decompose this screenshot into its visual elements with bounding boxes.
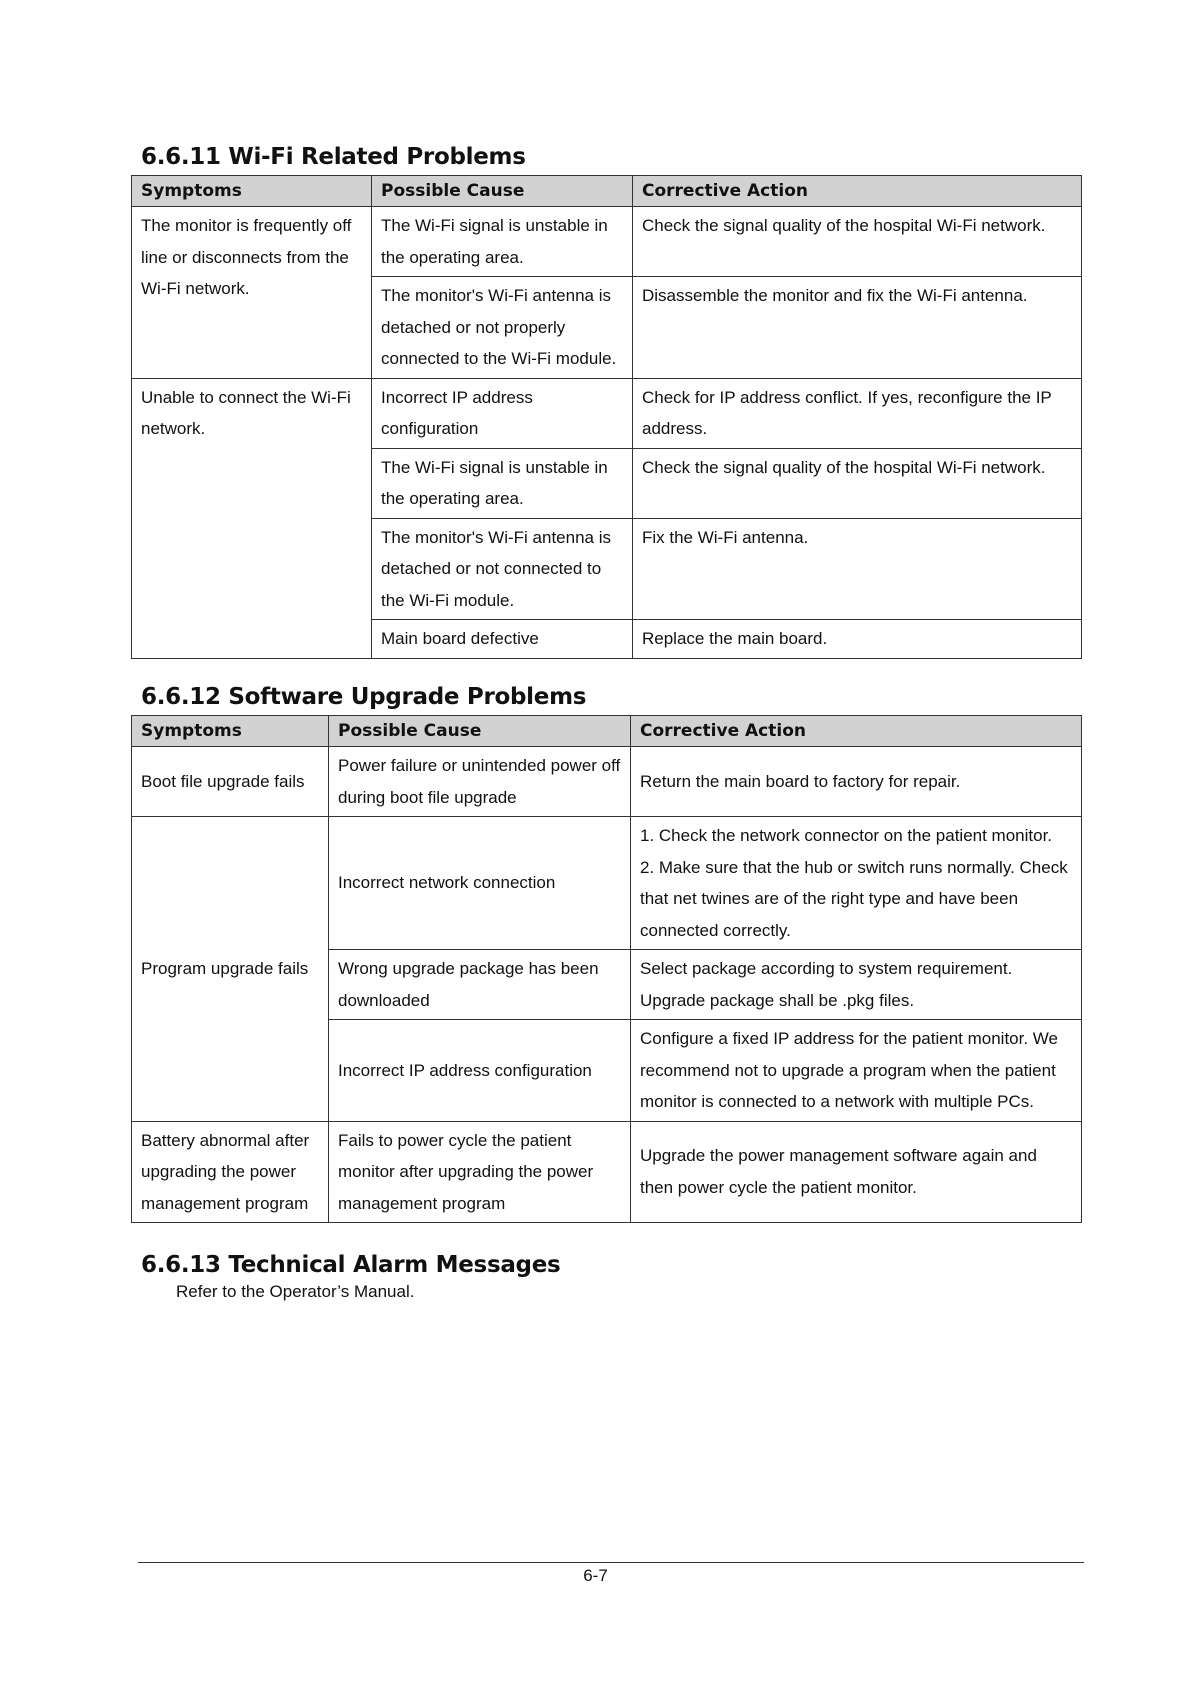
action-cell: Fix the Wi-Fi antenna.: [633, 518, 1082, 620]
section-technical-alarm-messages: [131, 1251, 1081, 1283]
wifi-problems-table: [131, 175, 1082, 659]
action-cell: Check the signal quality of the hospital Wi-Fi network.: [633, 448, 1082, 518]
table-header-row: [132, 176, 1082, 207]
section-wifi-problems: [131, 143, 1081, 659]
table-header-row: [132, 716, 1082, 747]
symptom-cell: Battery abnormal after upgrading the power management program: [132, 1121, 329, 1223]
cause-cell: The monitor's Wi-Fi antenna is detached or not properly connected to the Wi-Fi module.: [372, 277, 633, 379]
alarm-reference-text: Refer to the Operator’s Manual.: [176, 1282, 415, 1301]
symptom-cell: Boot file upgrade fails: [132, 747, 329, 817]
header-possible-cause: Possible Cause: [329, 716, 631, 747]
header-symptoms: Symptoms: [132, 176, 372, 207]
action-line: Upgrade package shall be .pkg files.: [640, 990, 915, 1010]
section-title: 6.6.11 Wi-Fi Related Problems: [141, 144, 526, 170]
cause-cell: Incorrect network connection: [329, 817, 631, 950]
action-cell: Upgrade the power management software again and then power cycle the patient monitor.: [631, 1121, 1082, 1223]
cause-cell: The monitor's Wi-Fi antenna is detached or not connected to the Wi-Fi module.: [372, 518, 633, 620]
cause-cell: Fails to power cycle the patient monitor after upgrading the power management program: [329, 1121, 631, 1223]
table-row: [132, 817, 1082, 950]
action-cell: Check the signal quality of the hospital Wi-Fi network.: [633, 207, 1082, 277]
action-line: Select package according to system requirement.: [640, 959, 1013, 978]
symptom-cell: Unable to connect the Wi-Fi network.: [132, 378, 372, 658]
table-row: [132, 378, 1082, 448]
action-cell: [631, 950, 1082, 1020]
software-upgrade-table: [131, 715, 1082, 1223]
action-line: 2. Make sure that the hub or switch runs normally. Check that net twines are of the right type and have been connected correctly.: [640, 857, 1068, 940]
cause-cell: Incorrect IP address configuration: [329, 1020, 631, 1122]
cause-cell: The Wi-Fi signal is unstable in the operating area.: [372, 207, 633, 277]
cause-cell: Power failure or unintended power off during boot file upgrade: [329, 747, 631, 817]
table-row: [132, 1121, 1082, 1223]
action-cell: Check for IP address conflict. If yes, reconfigure the IP address.: [633, 378, 1082, 448]
symptom-cell: The monitor is frequently off line or disconnects from the Wi-Fi network.: [132, 207, 372, 379]
action-cell: [631, 817, 1082, 950]
section-title: 6.6.12 Software Upgrade Problems: [141, 684, 587, 710]
footer-divider: [138, 1562, 1084, 1563]
cause-cell: Incorrect IP address configuration: [372, 378, 633, 448]
symptom-cell: Program upgrade fails: [132, 817, 329, 1122]
action-cell: Disassemble the monitor and fix the Wi-Fi antenna.: [633, 277, 1082, 379]
header-symptoms: Symptoms: [132, 716, 329, 747]
table-row: [132, 747, 1082, 817]
page-number: 6-7: [583, 1566, 608, 1585]
cause-cell: Wrong upgrade package has been downloaded: [329, 950, 631, 1020]
cause-cell: Main board defective: [372, 620, 633, 659]
cause-cell: The Wi-Fi signal is unstable in the operating area.: [372, 448, 633, 518]
header-corrective-action: Corrective Action: [633, 176, 1082, 207]
table-row: [132, 207, 1082, 277]
action-cell: Configure a fixed IP address for the patient monitor. We recommend not to upgrade a program when the patient monitor is connected to a network with multiple PCs.: [631, 1020, 1082, 1122]
action-cell: Replace the main board.: [633, 620, 1082, 659]
header-possible-cause: Possible Cause: [372, 176, 633, 207]
section-software-upgrade-problems: [131, 683, 1081, 1223]
header-corrective-action: Corrective Action: [631, 716, 1082, 747]
section-title: 6.6.13 Technical Alarm Messages: [141, 1252, 561, 1278]
action-cell: Return the main board to factory for repair.: [631, 747, 1082, 817]
action-line: 1. Check the network connector on the patient monitor.: [640, 826, 1053, 845]
